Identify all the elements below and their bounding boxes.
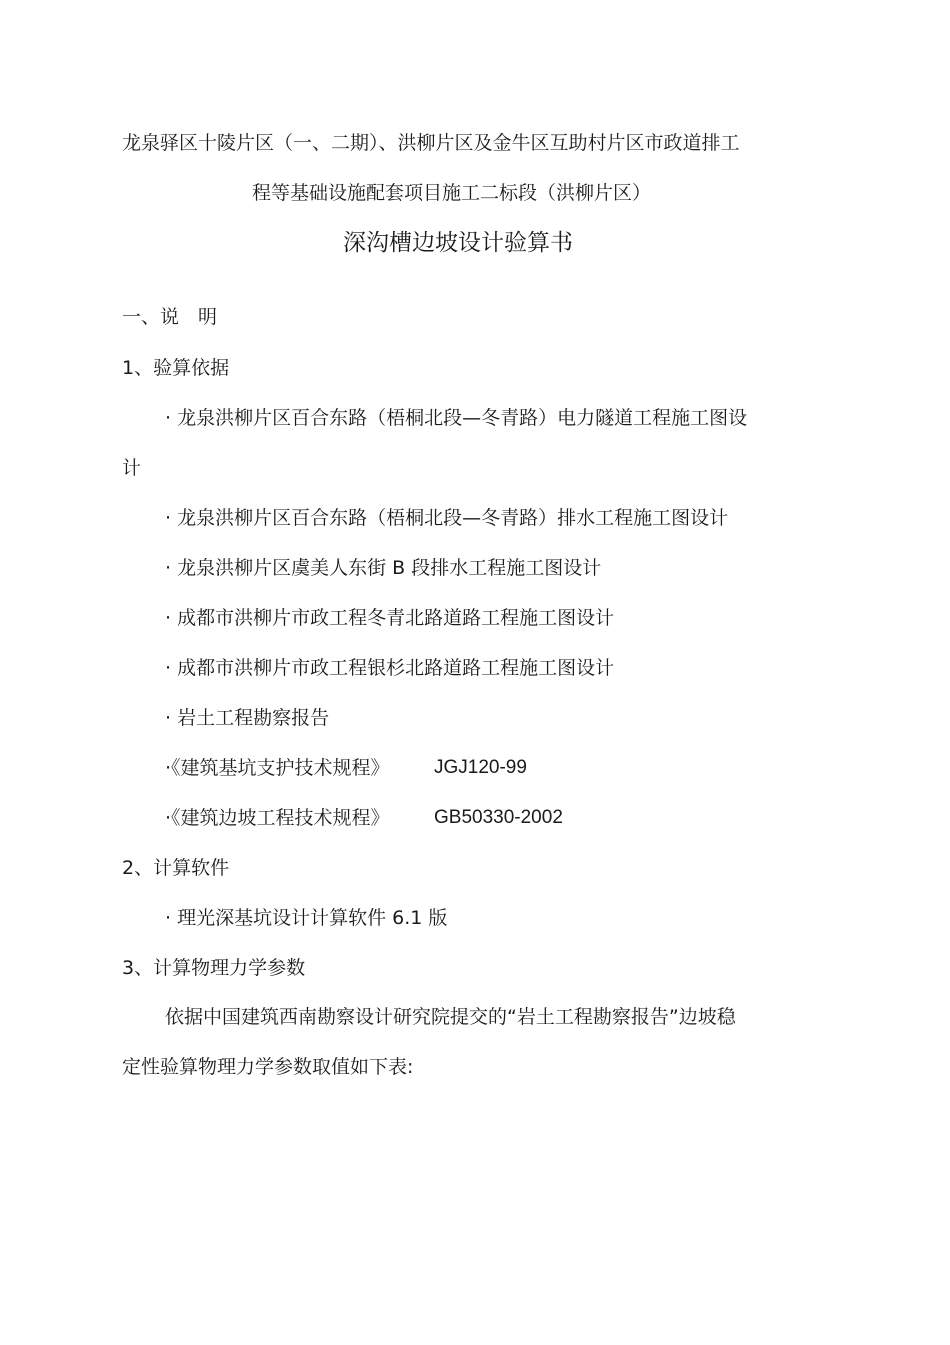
standard-name: ·《建筑边坡工程技术规程》 <box>165 807 390 829</box>
basis-item: · 龙泉洪柳片区百合东路（梧桐北段—冬青路）排水工程施工图设计 <box>165 507 729 529</box>
subsection-heading-basis: 1、验算依据 <box>122 357 230 379</box>
standard-code: JGJ120-99 <box>434 757 527 778</box>
section-heading-description: 一、说 明 <box>122 306 218 328</box>
project-title-line-2: 程等基础设施配套项目施工二标段（洪柳片区） <box>252 182 652 204</box>
basis-item: · 龙泉洪柳片区虞美人东街 B 段排水工程施工图设计 <box>165 557 602 579</box>
document-title: 深沟槽边坡设计验算书 <box>343 230 573 256</box>
subsection-heading-software: 2、计算软件 <box>122 857 230 879</box>
basis-item: · 龙泉洪柳片区百合东路（梧桐北段—冬青路）电力隧道工程施工图设 <box>165 407 748 429</box>
subsection-heading-parameters: 3、计算物理力学参数 <box>122 957 306 979</box>
parameters-paragraph-line-2: 定性验算物理力学参数取值如下表: <box>122 1056 414 1078</box>
basis-item: · 成都市洪柳片市政工程冬青北路道路工程施工图设计 <box>165 607 615 629</box>
basis-item: · 成都市洪柳片市政工程银杉北路道路工程施工图设计 <box>165 657 615 679</box>
standard-name: ·《建筑基坑支护技术规程》 <box>165 757 390 779</box>
standard-code: GB50330-2002 <box>434 807 563 828</box>
parameters-paragraph-line-1: 依据中国建筑西南勘察设计研究院提交的“岩土工程勘察报告”边坡稳 <box>165 1006 736 1028</box>
project-title-line-1: 龙泉驿区十陵片区（一、二期）、洪柳片区及金牛区互助村片区市政道排工 <box>122 132 740 154</box>
software-item: · 理光深基坑设计计算软件 6.1 版 <box>165 907 448 929</box>
basis-item: · 岩土工程勘察报告 <box>165 707 330 729</box>
basis-item-continuation: 计 <box>122 457 142 479</box>
